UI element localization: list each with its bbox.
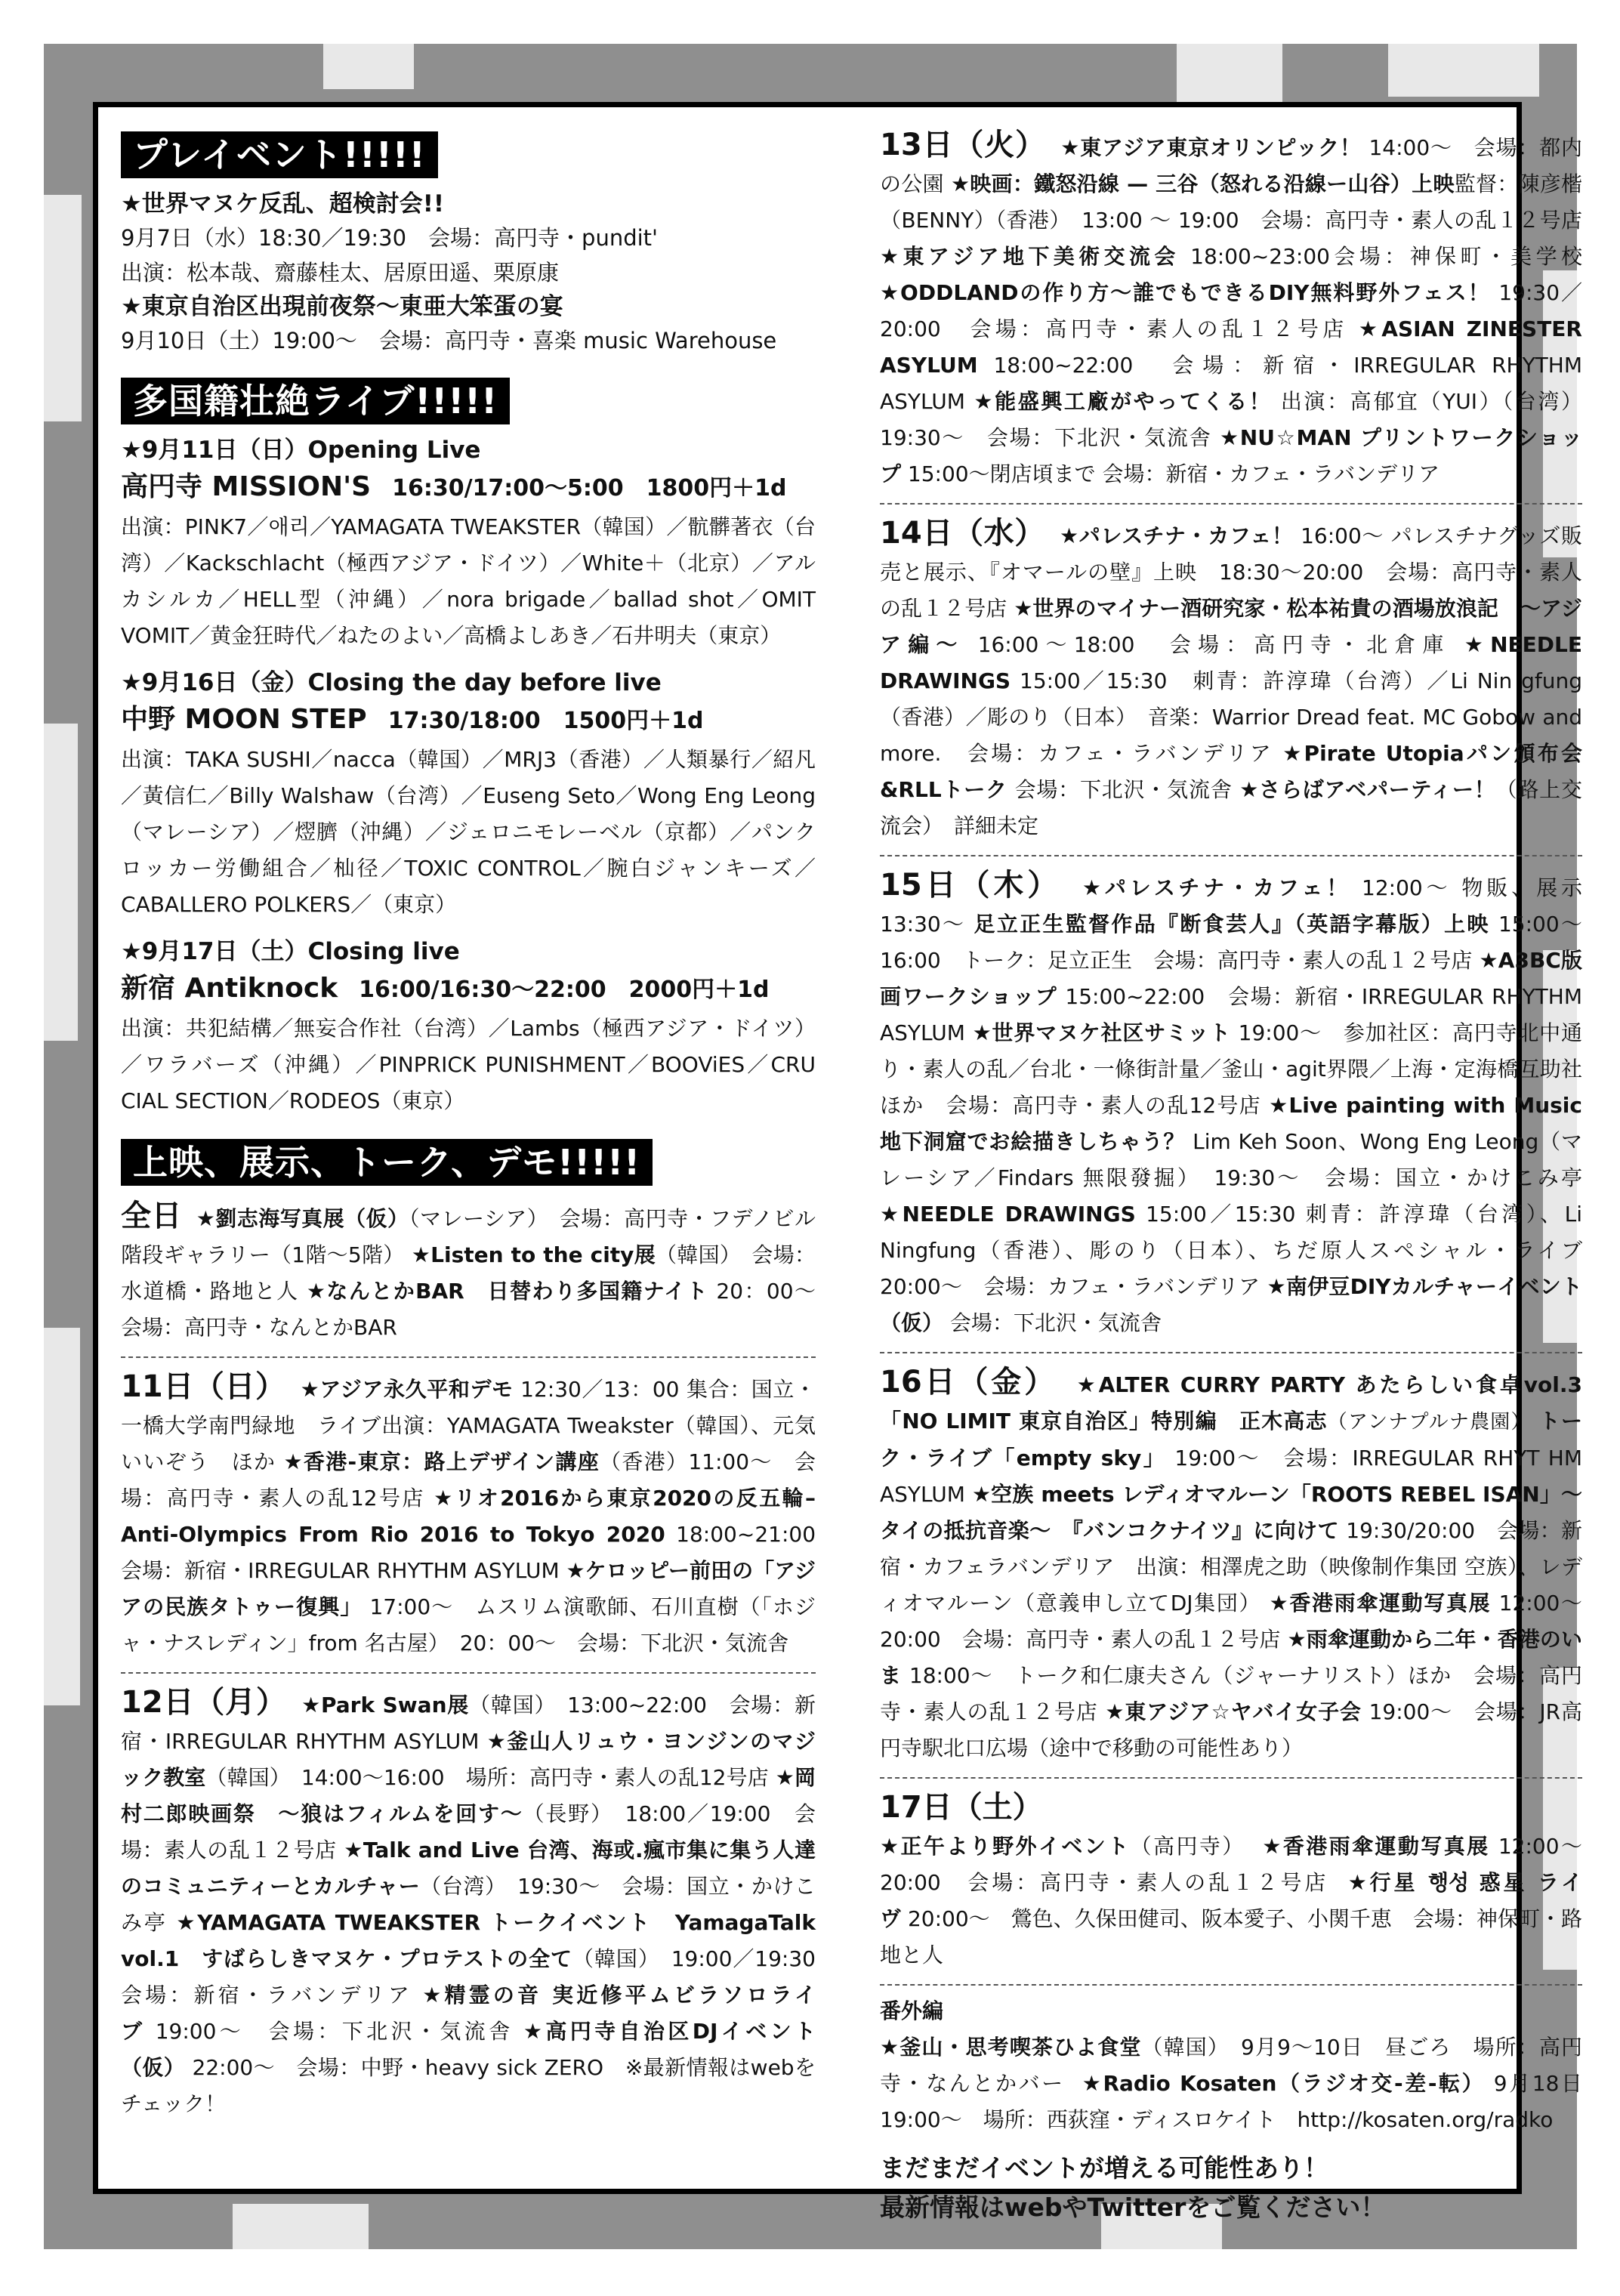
event-title: ★ALTER CURRY PARTY あたらしい食卓vol.3「NO LIMIT 東京自治区」特別編 正木高志 xyxy=(880,1372,1582,1433)
event-detail: 19:00〜 会場：IRREGULAR RHYT HM ASYLUM xyxy=(880,1446,1582,1507)
background-glyph xyxy=(44,195,82,421)
event-detail: 会場：下北沢・気流舎 xyxy=(1014,777,1233,802)
venue-time: 16:00/16:30〜22:00 2000円＋1d xyxy=(359,977,770,1003)
event-title: ★世界のマイナー酒研究家・松本祐貴の酒場放浪記 〜アジア編〜 xyxy=(880,596,1582,657)
dashed-divider xyxy=(880,503,1582,505)
event-title: ★NEEDLE DRAWINGS xyxy=(880,1202,1136,1227)
event-detail: 12:00〜20:00 会場：高円寺・素人の乱１２号店 xyxy=(880,1834,1582,1895)
background-glyph xyxy=(44,724,78,1041)
event-detail: 19:00〜 会場：JR高円寺駅北口広場（途中で移動の可能性あり） xyxy=(880,1699,1582,1761)
day-block-12 xyxy=(121,1681,838,2122)
event-detail: （韓国） 会場：水道橋・路地と人 xyxy=(121,1242,816,1304)
event-detail: 16:00〜 パレスチナグッズ販売と展示、『オマールの壁』上映 18:30〜20:00 会場：高円寺・素人の乱１２号店 xyxy=(880,523,1582,621)
live-heading: ★9月16日（金）Closing the day before live xyxy=(121,669,662,696)
event-title: ★Radio Kosaten（ラジオ交-差-転） xyxy=(1082,2071,1486,2096)
dashed-divider xyxy=(121,1356,816,1358)
event-detail: 18:00〜 トーク和仁康夫さん（ジャーナリスト）ほか 会場：高円寺・素人の乱１２号店 xyxy=(880,1663,1582,1724)
event-title: ★リオ2016から東京2020の反五輪– Anti-Olympics From Rio 2016 to Tokyo 2020 xyxy=(121,1486,816,1547)
event-detail: 20：00〜 会場：高円寺・なんとかBAR xyxy=(121,1279,838,1340)
event-title: ★ODDLANDの作り方〜誰でもできるDIY無料野外フェス！ xyxy=(880,280,1491,305)
event-title: ★空族 meets レディオマルーン「ROOTS REBEL ISAN」〜タイの抵抗音楽〜 『バンコクナイツ』に向けて xyxy=(880,1482,1582,1543)
event-detail: （長野） 18:00／19:00 会場：素人の乱１２号店 xyxy=(121,1801,816,1862)
event-detail: 12:30／13：00 集合：国立・一橋大学南門緑地 ライブ出演：YAMAGATA Tweakster（韓国）、元気いいぞう ほか xyxy=(121,1377,816,1474)
background-glyph xyxy=(323,44,414,89)
event-detail: 9月18日 19:00〜 場所：西荻窪・ディスロケイト http://kosaten.org/radko xyxy=(880,2071,1582,2132)
event-detail: （台湾） 19:30〜 会場：国立・かけこみ亭 xyxy=(121,1874,816,1935)
event-title: ★精霊の音 実近修平ムビラソロライブ xyxy=(121,1983,816,2044)
live-cast: 出演：PINK7／애리／YAMAGATA TWEAKSTER（韓国）／骯髒著衣（台湾）／Kackschlacht（極西アジア・ドイツ）／White＋（北京）／アルカシルカ／HELL型（沖縄）／nora brigade／ballad shot／OMIT VOMIT／黄金狂時代／ねたのよい／高橋よしあき／石井明夫（東京） xyxy=(121,514,816,648)
schedule-panel xyxy=(93,102,1604,2222)
event-title: ★Listen to the city展 xyxy=(411,1242,656,1267)
dashed-divider xyxy=(880,1777,1582,1779)
event-time: 9月7日（水）18:30／19:30 会場：高円寺・pundit' xyxy=(121,225,659,251)
background-glyph xyxy=(1177,44,1282,104)
event-title: ★釜山・思考喫茶ひよ食堂 xyxy=(880,2035,1142,2060)
day-date: 12日（月） xyxy=(121,1685,287,1720)
event-title: ★映画：鐵怒沿線 — 三谷（怒れる沿線ー山谷）上映 xyxy=(950,171,1455,196)
section-banner-live: 多国籍壮絶ライブ!!!!! xyxy=(121,378,510,424)
event-title: ★さらばアベパーティー！ xyxy=(1239,777,1496,802)
event-time: 9月10日（土）19:00〜 会場：高円寺・喜楽 music Warehouse xyxy=(121,328,777,353)
venue-time: 17:30/18:00 1500円＋1d xyxy=(387,708,704,734)
event-detail: （マレーシア） 会場：高円寺・フデノビル階段ギャラリー（1階〜5階） xyxy=(121,1206,816,1267)
live-heading: ★9月11日（日）Opening Live xyxy=(121,437,481,464)
background-glyph xyxy=(1388,44,1539,97)
event-detail: 14:00〜 会場：都内の公園 xyxy=(880,135,1582,196)
event-detail: 監督：陳彦楷（BENNY）（香港） 13:00 〜 19:00 会場：高円寺・素人の乱１２号店 xyxy=(880,171,1582,233)
event-detail: （韓国） 14:00〜16:00 場所：高円寺・素人の乱12号店 xyxy=(205,1765,769,1790)
event-title: トーク・ライブ「empty sky」 xyxy=(880,1409,1582,1470)
event-title: ★東アジア☆ヤバイ女子会 xyxy=(1105,1699,1362,1724)
event-title: ★釜山人リュウ・ヨンジンのマジック教室 xyxy=(121,1729,816,1790)
event-detail: 19:00〜 参加社区：高円寺北中通り・素人の乱／台北・一條街計量／釜山・agit界隈／上海・定海橋互助社 ほか 会場：高円寺・素人の乱12号店 xyxy=(880,1020,1582,1118)
event-detail: 22:00〜 会場：中野・heavy sick ZERO ※最新情報はwebをチェック！ xyxy=(121,2055,816,2116)
event-detail: （高円寺） xyxy=(1130,1834,1245,1859)
day-date: 11日（日） xyxy=(121,1369,286,1404)
event-title: ★パレスチナ・カフェ！ xyxy=(1082,875,1352,900)
event-title: ★正午より野外イベント xyxy=(880,1834,1131,1859)
event-title: ★なんとかBAR 日替わり多国籍ナイト xyxy=(306,1279,709,1304)
day-block-allday xyxy=(121,1195,838,1346)
event-title: ★劉志海写真展（仮） xyxy=(196,1206,409,1231)
event-detail: 18:00~21:00 会場：新宿・IRREGULAR RHYTHM ASYLUM xyxy=(121,1522,838,1583)
event-title: ★能盛興工廠がやってくる！ xyxy=(974,389,1273,414)
background-glyph xyxy=(44,1328,80,1705)
event-detail: 18:00~23:00会場：神保町・美学校 xyxy=(1190,244,1582,269)
event-title: ★香港-東京：路上デザイン講座 xyxy=(283,1449,600,1474)
dashed-divider xyxy=(880,1352,1582,1353)
venue-time: 16:30/17:00〜5:00 1800円＋1d xyxy=(392,475,787,501)
event-title: ★香港雨傘運動写真展 xyxy=(1262,1834,1490,1859)
dashed-divider xyxy=(121,1672,816,1674)
day-block-16 xyxy=(880,1361,1582,1767)
event-detail: 12:00〜 物販、展示 13:30〜 xyxy=(880,875,1604,937)
event-title: ★NEEDLE DRAWINGS xyxy=(880,632,1582,693)
day-date: 全日 xyxy=(121,1199,182,1233)
event-title: ★パレスチナ・カフェ！ xyxy=(1060,523,1294,548)
event-detail: 15:00〜閉店頃まで 会場：新宿・カフェ・ラバンデリア xyxy=(907,461,1440,486)
event-title: ★世界マヌケ社区サミット xyxy=(972,1020,1231,1045)
event-title: ★Talk and Live 台湾、海或.瘋市集に集う人達のコミュニティーとカルチャー xyxy=(121,1838,816,1899)
day-block-13 xyxy=(880,124,1582,492)
live-cast: 出演：TAKA SUSHI／nacca（韓国）／MRJ3（香港）／人類暴行／紹凡／黃信仁／Billy Walshaw（台湾）／Euseng Seto／Wong Eng Leong（マレーシア）／熤臍（沖縄）／ジェロニモレーベル（京都）／パンクロッカー労働組合／杣径／TOXIC CONTROL／腕白ジャンキーズ／CABALLERO POLKERS／（東京） xyxy=(121,747,816,917)
event-title: ★ケロッピー前田の「アジアの民族タトゥー復興」 xyxy=(121,1558,816,1619)
section-banner-exhibit: 上映、展示、トーク、デモ!!!!! xyxy=(121,1139,653,1186)
event-detail: 19:00〜 会場：下北沢・気流舎 xyxy=(155,2019,514,2044)
section-banner-pre-event: プレイベント!!!!! xyxy=(121,131,438,178)
event-cast: 出演：松本哉、齋藤桂太、居原田遥、栗原康 xyxy=(121,260,560,285)
event-title: ★世界マヌケ反乱、超検討会!! xyxy=(121,190,445,218)
event-title: ★YAMAGATA TWEAKSTER トークイベント YamagaTalk vol.1 すばらしきマヌケ・プロテストの全て xyxy=(121,1910,816,1971)
dashed-divider xyxy=(880,855,1582,856)
closing-note xyxy=(880,2149,1582,2227)
event-detail: （韓国） 9月9〜10日 昼ごろ 場所：高円寺・なんとかバー xyxy=(880,2035,1582,2096)
event-detail: Lim Keh Soon、Wong Eng Leong（マレーシア／Findars 無限發掘） 19:30〜 会場：国立・かけこみ亭 xyxy=(880,1129,1582,1190)
extra-block xyxy=(880,1993,1582,2138)
day-date: 15日（木） xyxy=(880,868,1062,903)
event-detail: 15:00／15:30 刺青：許淳瑋（台湾）、Li Ningfung（香港）、彫のり（日本）、ちだ原人スペシャル・ライブ 20:00〜 会場：カフェ・ラバンデリア xyxy=(880,1202,1583,1299)
event-title: ★南伊豆DIYカルチャーイベント（仮） xyxy=(880,1274,1582,1335)
event-detail: 12:00〜20:00 会場：高円寺・素人の乱１２号店 xyxy=(880,1591,1583,1652)
event-detail: （韓国） 19:00／19:30 会場：新宿・ラバンデリア xyxy=(121,1946,838,2007)
day-block-14 xyxy=(880,512,1582,844)
live-venue xyxy=(121,699,816,742)
event-title: ★アジア永久平和デモ xyxy=(300,1377,514,1402)
event-detail: （韓国） 13:00~22:00 会場：新宿・IRREGULAR RHYTHM ASYLUM xyxy=(121,1693,816,1754)
event-title: ★香港雨傘運動写真展 xyxy=(1269,1591,1492,1616)
live-venue xyxy=(121,968,816,1011)
day-block-11 xyxy=(121,1366,838,1662)
event-title: ★ASIAN ZINESTER ASYLUM xyxy=(880,316,1582,378)
event-detail: 出演：高郁宜（YUI）（台湾）19:30〜 会場：下北沢・気流舎 xyxy=(880,389,1583,450)
day-block-17 xyxy=(880,1786,1582,1974)
event-title: ★Pirate Utopiaパン頒布会&RLLトーク xyxy=(880,741,1582,802)
event-title: ★東京自治区出現前夜祭〜東亜大笨蛋の宴 xyxy=(121,293,563,320)
event-title: ★行星 행성 惑星 ライヴ xyxy=(880,1870,1582,1931)
event-detail: （アンナプルナ農園） xyxy=(1327,1411,1532,1433)
venue-name: 高円寺 MISSION'S xyxy=(121,471,372,502)
event-title: ★岡村二郎映画祭 〜狼はフィルムを回す〜 xyxy=(121,1765,816,1826)
event-title: ★高円寺自治区DJイベント（仮） xyxy=(121,2019,816,2080)
day-date: 13日（火） xyxy=(880,128,1046,162)
event-title: ★NU☆MAN プリントワークショップ xyxy=(880,425,1582,486)
event-title: ★Live painting with Music 地下洞窟でお絵描きしちゃう？ xyxy=(880,1093,1582,1154)
dashed-divider xyxy=(880,1984,1582,1986)
background-glyph xyxy=(233,2204,369,2249)
day-date: 16日（金） xyxy=(880,1365,1058,1400)
event-detail: 15:00／15:30 刺青：許淳瑋（台湾）／Li Nin gfung（香港）／彫のり（日本） 音楽：Warrior Dread feat. MC Gobow and more. 会場：カフェ・ラバンデリア xyxy=(880,668,1582,766)
event-detail: 16:00〜18:00 会場：高円寺・北倉庫 xyxy=(977,632,1451,657)
event-detail: 18:00~22:00 会場：新宿・IRREGULAR RHYTHM ASYLUM xyxy=(880,353,1583,414)
event-title: ★東アジア東京オリンピック！ xyxy=(1060,135,1362,160)
event-detail: （香港）11:00〜 会場：高円寺・素人の乱12号店 xyxy=(121,1449,816,1511)
closing-line: まだまだイベントが増える可能性あり！ xyxy=(880,2153,1328,2183)
event-detail: 15:00〜16:00 トーク：足立正生 会場：高円寺・素人の乱１２号店 xyxy=(880,912,1582,973)
event-title: ★Park Swan展 xyxy=(301,1693,470,1717)
event-detail: 会場：下北沢・気流舎 xyxy=(949,1310,1162,1335)
event-detail: 20:00〜 鶯色、久保田健司、阪本愛子、小関千恵 会場：神保町・路地と人 xyxy=(880,1906,1582,1967)
venue-name: 中野 MOON STEP xyxy=(121,704,367,735)
live-venue xyxy=(121,467,816,509)
event-detail: 17:00〜 ムスリム演歌師、石川直樹（「ホジャ・ナスレディン」from 名古屋） 20：00〜 会場：下北沢・気流舎 xyxy=(121,1594,816,1656)
event-detail: 15:00~22:00 会場：新宿・IRREGULAR RHYTHM ASYLUM xyxy=(880,984,1582,1045)
event-title: ★東アジア地下美術交流会 xyxy=(880,244,1180,269)
day-date: 14日（水） xyxy=(880,516,1045,551)
event-detail: 19:30/20:00 会場：新宿・カフェラバンデリア 出演：相澤虎之助（映像制作集団 空族）、レディオマルーン（意義申し立てDJ集団） xyxy=(880,1518,1583,1616)
day-date: 17日（土） xyxy=(880,1790,1043,1825)
live-heading: ★9月17日（土）Closing live xyxy=(121,938,460,965)
closing-line: 最新情報はwebやTwitterをご覧ください！ xyxy=(880,2193,1386,2222)
venue-name: 新宿 Antiknock xyxy=(121,973,338,1004)
event-title: 足立正生監督作品『断食芸人』（英語字幕版）上映 xyxy=(974,912,1490,937)
right-column xyxy=(880,124,1604,2227)
event-detail: （路上交流会） 詳細未定 xyxy=(880,777,1582,838)
live-cast: 出演：共犯結構／無妄合作社（台湾）／Lambs（極西アジア・ドイツ）／ワラバーズ（沖縄）／PINPRICK PUNISHMENT／BOOViES／CRU CIAL SECTION／RODEOS（東京） xyxy=(121,1016,816,1113)
left-column xyxy=(121,124,838,2122)
event-title: ★雨傘運動から二年・香港のいま xyxy=(880,1627,1582,1688)
extra-title: 番外編 xyxy=(880,1998,944,2023)
event-detail: 19:30／20:00 会場：高円寺・素人の乱１２号店 xyxy=(880,280,1582,341)
event-title: ★A3BC版画ワークショップ xyxy=(880,948,1582,1009)
day-block-15 xyxy=(880,864,1604,1341)
